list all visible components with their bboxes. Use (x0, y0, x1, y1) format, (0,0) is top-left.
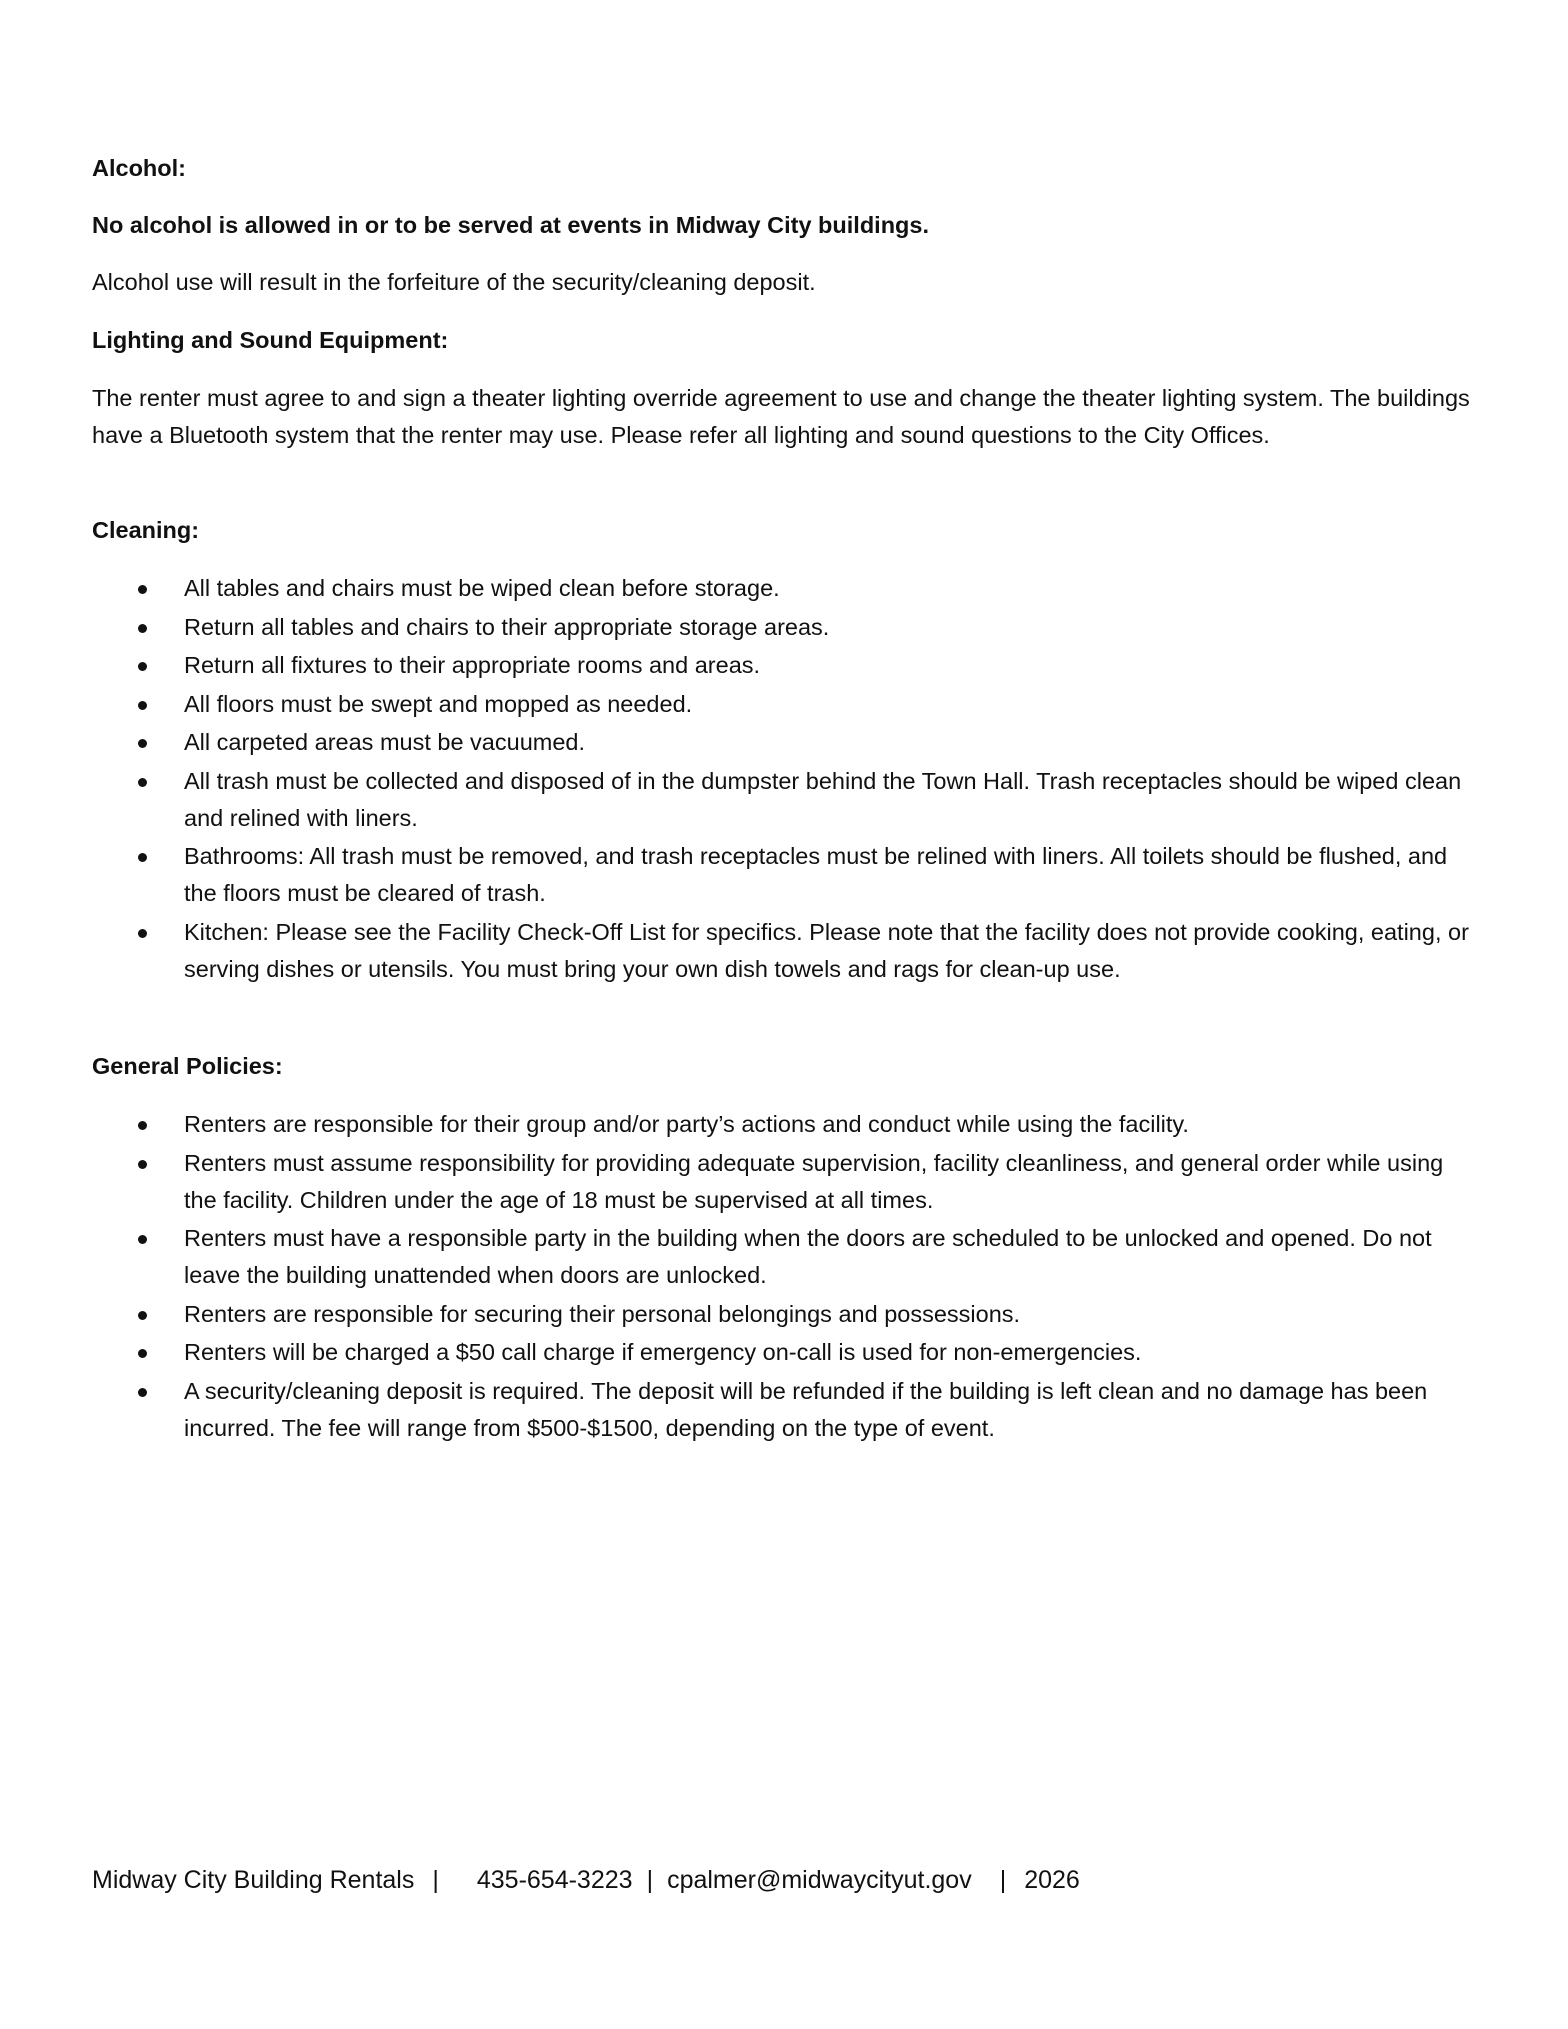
bullet-icon (138, 778, 147, 787)
list-item: All tables and chairs must be wiped clean before storage. (92, 570, 1482, 607)
bullet-icon (138, 1160, 147, 1169)
bullet-icon (138, 1349, 147, 1358)
bullet-icon (138, 585, 147, 594)
general-policies-heading: General Policies: (92, 1053, 283, 1079)
bullet-icon (138, 929, 147, 938)
lighting-body: The renter must agree to and sign a theater lighting override agreement to use and change the theater lighting system. The buildings have a Bluetooth system that the renter may use. Please refer all lighting and sound questions to the City Offices. (92, 385, 1470, 448)
bullet-icon (138, 1235, 147, 1244)
bullet-icon (138, 1121, 147, 1130)
list-item: Renters are responsible for securing their personal belongings and possessions. (92, 1296, 1482, 1333)
footer-org: Midway City Building Rentals (92, 1866, 415, 1894)
alcohol-heading: Alcohol: (92, 155, 186, 181)
footer-year: 2026 (1024, 1866, 1080, 1894)
footer-separator: | (432, 1866, 439, 1894)
bullet-icon (138, 1311, 147, 1320)
bullet-icon (138, 701, 147, 710)
bullet-icon (138, 624, 147, 633)
cleaning-list (92, 570, 1482, 989)
list-item: Return all fixtures to their appropriate rooms and areas. (92, 647, 1482, 684)
list-item: Renters will be charged a $50 call charge if emergency on-call is used for non-emergencies. (92, 1334, 1482, 1371)
alcohol-consequence: Alcohol use will result in the forfeiture of the security/cleaning deposit. (92, 269, 816, 295)
list-item: Bathrooms: All trash must be removed, and trash receptacles must be relined with liners. All toilets should be flushed, and the floors must be cleared of trash. (92, 838, 1482, 912)
list-item: All floors must be swept and mopped as needed. (92, 686, 1482, 723)
footer-phone: 435-654-3223 (476, 1866, 633, 1894)
footer-separator: | (646, 1866, 654, 1894)
footer-separator: | (999, 1866, 1007, 1894)
general-policies-list (92, 1106, 1482, 1448)
lighting-heading: Lighting and Sound Equipment: (92, 327, 449, 353)
cleaning-heading: Cleaning: (92, 517, 200, 543)
list-item: Renters are responsible for their group and/or party’s actions and conduct while using the facility. (92, 1106, 1482, 1143)
list-item: Kitchen: Please see the Facility Check-Off List for specifics. Please note that the facility does not provide cooking, eating, or serving dishes or utensils. You must bring your own dish towels and rags for clean-up use. (92, 914, 1482, 988)
list-item: All carpeted areas must be vacuumed. (92, 724, 1482, 761)
list-item: Return all tables and chairs to their appropriate storage areas. (92, 609, 1482, 646)
bullet-icon (138, 1388, 147, 1397)
list-item: Renters must have a responsible party in the building when the doors are scheduled to be unlocked and opened. Do not leave the building unattended when doors are unlocked. (92, 1220, 1482, 1294)
list-item: All trash must be collected and disposed of in the dumpster behind the Town Hall. Trash receptacles should be wiped clean and relined with liners. (92, 763, 1482, 837)
bullet-icon (138, 739, 147, 748)
footer-email: cpalmer@midwaycityut.gov (667, 1866, 972, 1894)
bullet-icon (138, 662, 147, 671)
page-footer (92, 1862, 1080, 1898)
bullet-icon (138, 853, 147, 862)
list-item: Renters must assume responsibility for providing adequate supervision, facility cleanliness, and general order while using the facility. Children under the age of 18 must be supervised at all times. (92, 1145, 1482, 1219)
list-item: A security/cleaning deposit is required. The deposit will be refunded if the building is left clean and no damage has been incurred. The fee will range from $500-$1500, depending on the type of event. (92, 1373, 1482, 1447)
alcohol-rule: No alcohol is allowed in or to be served at events in Midway City buildings. (92, 212, 930, 238)
